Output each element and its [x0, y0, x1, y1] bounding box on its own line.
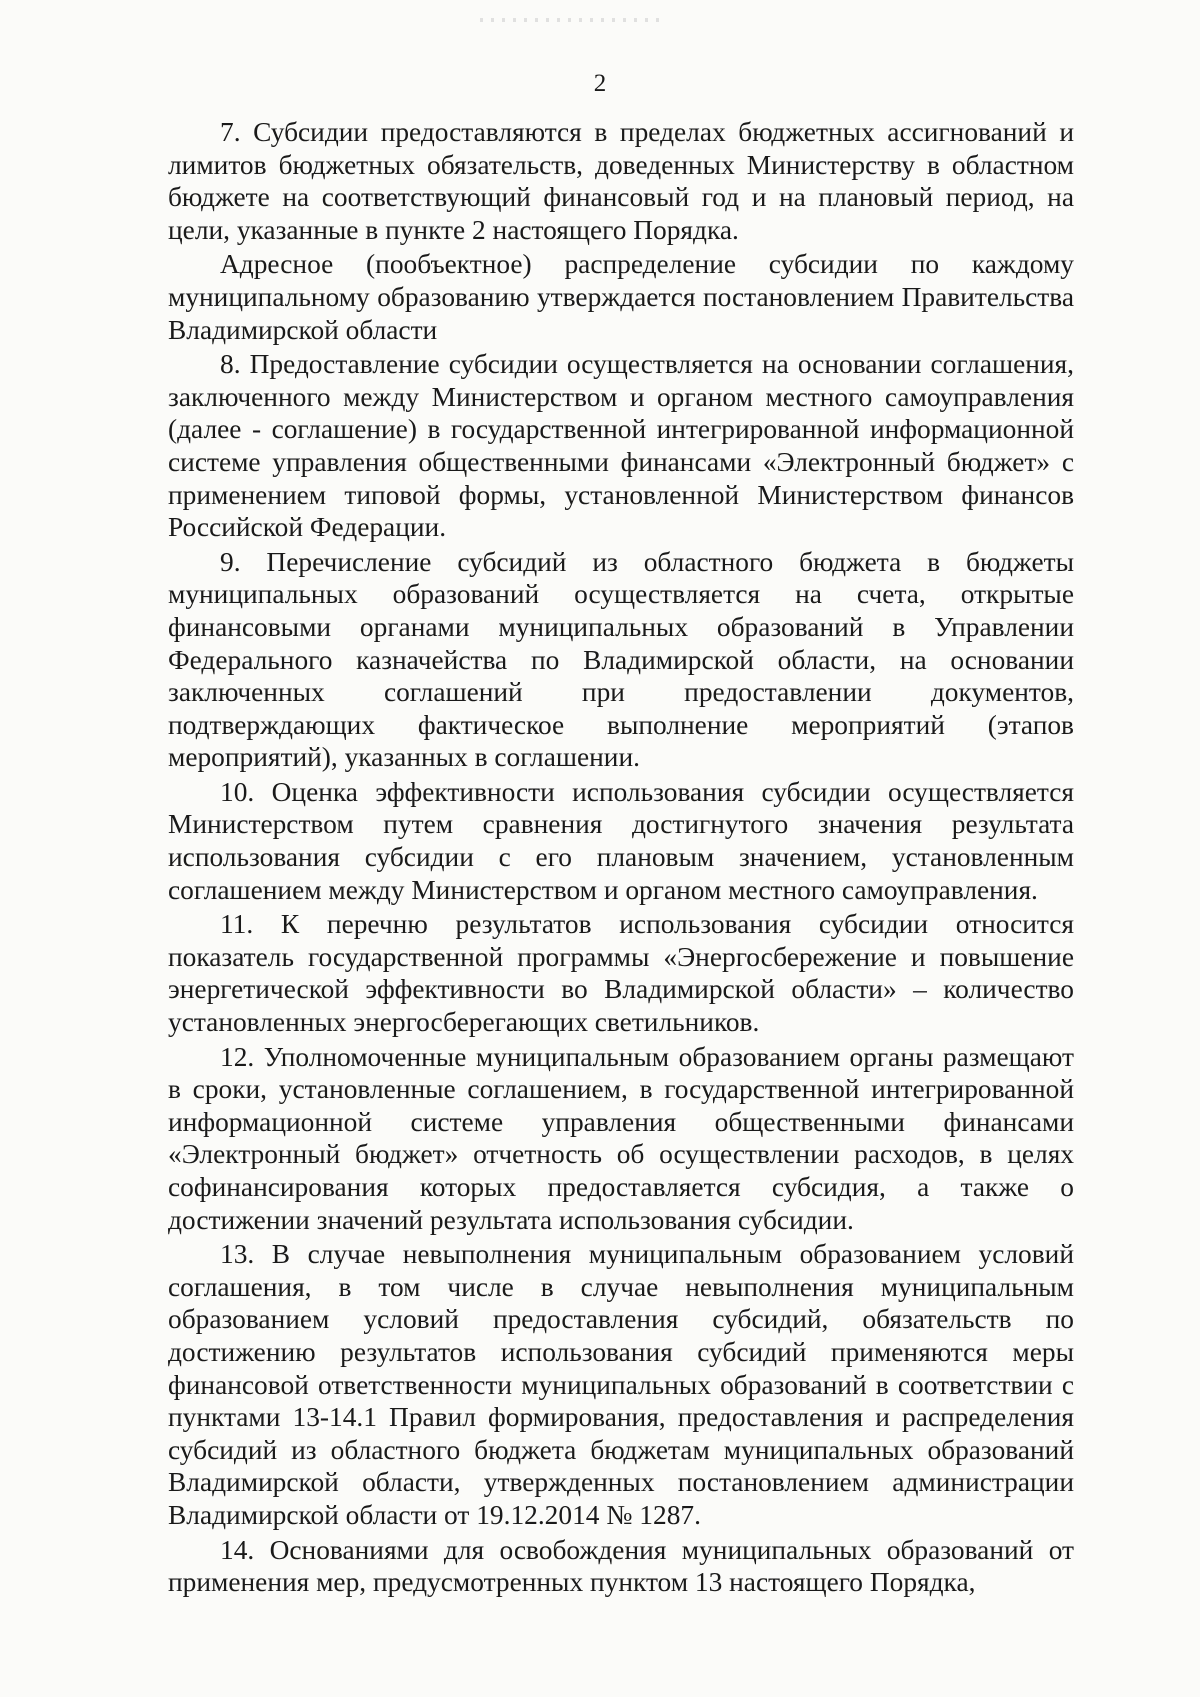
scan-artifact — [480, 18, 660, 22]
paragraph-14: 14. Основаниями для освобождения муниципальных образований от применения мер, предусмотренных пунктом 13 настоящего Порядка, — [168, 1534, 1074, 1598]
paragraph-12: 12. Уполномоченные муниципальным образованием органы размещают в сроки, установленные соглашением, в государственной интегрированной информационной системе управления общественными финансами «Электронный бюджет» отчетность об осуществлении расходов, в целях софинансирования которых предоставляется субсидия, а также о достижении значений результата использования субсидии. — [168, 1041, 1074, 1235]
document-body — [168, 116, 1074, 1601]
paragraph-11: 11. К перечню результатов использования субсидии относится показатель государственной программы «Энергосбережение и повышение энергетической эффективности во Владимирской области» – количество установленных энергосберегающих светильников. — [168, 909, 1074, 1038]
paragraph-distribution: Адресное (пообъектное) распределение субсидии по каждому муниципальному образованию утверждается постановлением Правительства Владимирской области — [168, 249, 1074, 345]
paragraph-13: 13. В случае невыполнения муниципальным образованием условий соглашения, в том числе в случае невыполнения муниципальным образованием условий предоставления субсидий, обязательств по достижению результатов использования субсидий применяются меры финансовой ответственности муниципальных образований в соответствии с пунктами 13-14.1 Правил формирования, предоставления и распределения субсидий из областного бюджета бюджетам муниципальных образований Владимирской области, утвержденных постановлением администрации Владимирской области от 19.12.2014 № 1287. — [168, 1239, 1074, 1530]
paragraph-7: 7. Субсидии предоставляются в пределах бюджетных ассигнований и лимитов бюджетных обязательств, доведенных Министерству в областном бюджете на соответствующий финансовый год и на плановый период, на цели, указанные в пункте 2 настоящего Порядка. — [168, 117, 1074, 245]
paragraph-8: 8. Предоставление субсидии осуществляется на основании соглашения, заключенного между Министерством и органом местного самоуправления (далее - соглашение) в государственной интегрированной информационной системе управления общественными финансами «Электронный бюджет» с применением типовой формы, установленной Министерством финансов Российской Федерации. — [168, 349, 1074, 543]
paragraph-10: 10. Оценка эффективности использования субсидии осуществляется Министерством путем сравнения достигнутого значения результата использования субсидии с его плановым значением, установленным соглашением между Министерством и органом местного самоуправления. — [168, 776, 1074, 905]
paragraph-9: 9. Перечисление субсидий из областного бюджета в бюджеты муниципальных образований осуществляется на счета, открытые финансовыми органами муниципальных образований в Управлении Федерального казначейства по Владимирской области, на основании заключенных соглашений при предоставлении документов, подтверждающих фактическое выполнение мероприятий (этапов мероприятий), указанных в соглашении. — [168, 546, 1074, 773]
page-number: 2 — [593, 70, 607, 97]
